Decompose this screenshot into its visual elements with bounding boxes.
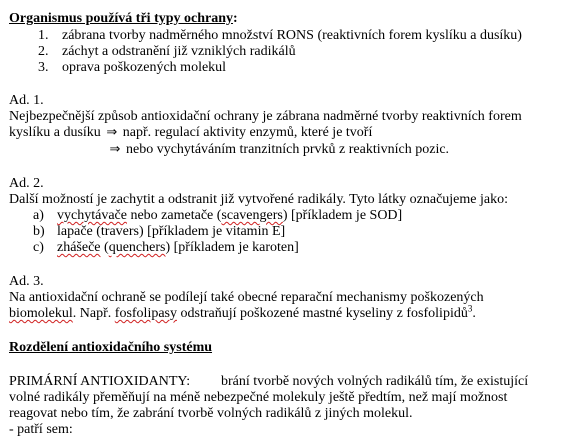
list-text: oprava poškozených molekul: [62, 60, 227, 75]
ad2-text: (: [100, 240, 109, 255]
ad3-line: [9, 305, 476, 322]
ad3-text: .: [472, 306, 476, 321]
list-letter: c): [33, 240, 44, 255]
ad1-text: např. regulací aktivity enzymů, které je tvoří: [122, 125, 373, 140]
ad1-text: kyslíku a dusíku: [9, 125, 101, 140]
primary-line: brání tvorbě nových volných radikálů tím, že existující: [221, 374, 529, 389]
ad2-term: scavengers: [221, 208, 283, 223]
ad3-label: Ad. 3.: [9, 274, 44, 289]
heading-antioxidant-system: Rozdělení antioxidačního systému: [9, 340, 213, 355]
list-item: [38, 59, 226, 76]
list-item: [38, 43, 296, 60]
heading-protection-types-text: Organismus používá tři typy ochrany: [9, 11, 234, 26]
ad1-label: Ad. 1.: [9, 93, 44, 108]
ad2-list-item: [33, 207, 402, 224]
primary-line: [9, 373, 190, 390]
ad1-text: nebo vychytáváním tranzitních prvků z reaktivních pozic.: [126, 142, 450, 157]
ad2-list-item: [33, 223, 285, 240]
ad2-text: nebo zametače (: [126, 208, 222, 223]
ad2-text: ) [příkladem je SOD]: [282, 208, 403, 223]
primary-line: volné radikály přeměňují na méně nebezpečné molekuly ještě předtím, než mají možnost: [9, 390, 508, 405]
ad2-term: vychytávače: [57, 208, 127, 223]
ad3-term: biomolekul: [9, 306, 73, 321]
double-arrow-right-icon: ⇒: [109, 142, 121, 157]
ad2-line: Další možností je zachytit a odstranit již vytvořené radikály. Tyto látky označujeme jako:: [9, 192, 508, 207]
list-number: 2.: [38, 44, 49, 59]
list-number: 1.: [38, 28, 49, 43]
ad3-term: fosfolipasy: [114, 306, 177, 321]
primary-line: reagovat nebo tím, že zabrání tvorbě volných radikálů z jiných molekul.: [9, 406, 413, 421]
list-number: 3.: [38, 60, 49, 75]
double-arrow-right-icon: ⇒: [106, 125, 118, 140]
list-text: zábrana tvorby nadměrného množství RONS (reaktivních forem kyslíku a dusíku): [62, 28, 522, 43]
list-item: [38, 27, 522, 44]
ad2-text: ) [příkladem je karoten]: [165, 240, 299, 255]
primary-line: - patří sem:: [9, 422, 73, 437]
ad1-line: [9, 124, 372, 141]
ad2-term: quenchers: [108, 240, 166, 255]
ad2-text: (travers) [příkladem je vitamin E]: [92, 224, 286, 239]
ad2-label: Ad. 2.: [9, 176, 44, 191]
ad2-list-item: [33, 239, 299, 256]
heading-protection-types: [9, 10, 238, 27]
list-letter: a): [33, 208, 44, 223]
heading-colon: :: [233, 11, 238, 26]
ad3-text: . Např.: [72, 306, 115, 321]
ad1-line: Nejbezpečnější způsob antioxidační ochrany je zábrana nadměrné tvorby reaktivních forem: [9, 109, 522, 124]
ad3-line: Na antioxidační ochraně se podílejí také obecné reparační mechanismy poškozených: [9, 290, 484, 305]
ad1-line: [104, 141, 449, 158]
ad2-term: lapače: [57, 224, 93, 239]
primary-label: PRIMÁRNÍ ANTIOXIDANTY:: [9, 374, 191, 389]
ad3-text: odstraňují poškozené mastné kyseliny z fosfolipidů: [177, 306, 468, 321]
ad2-term: zhášeče: [57, 240, 101, 255]
list-letter: b): [33, 224, 45, 239]
list-text: záchyt a odstranění již vzniklých radikálů: [62, 44, 296, 59]
footnote-reference: 3: [467, 303, 473, 314]
